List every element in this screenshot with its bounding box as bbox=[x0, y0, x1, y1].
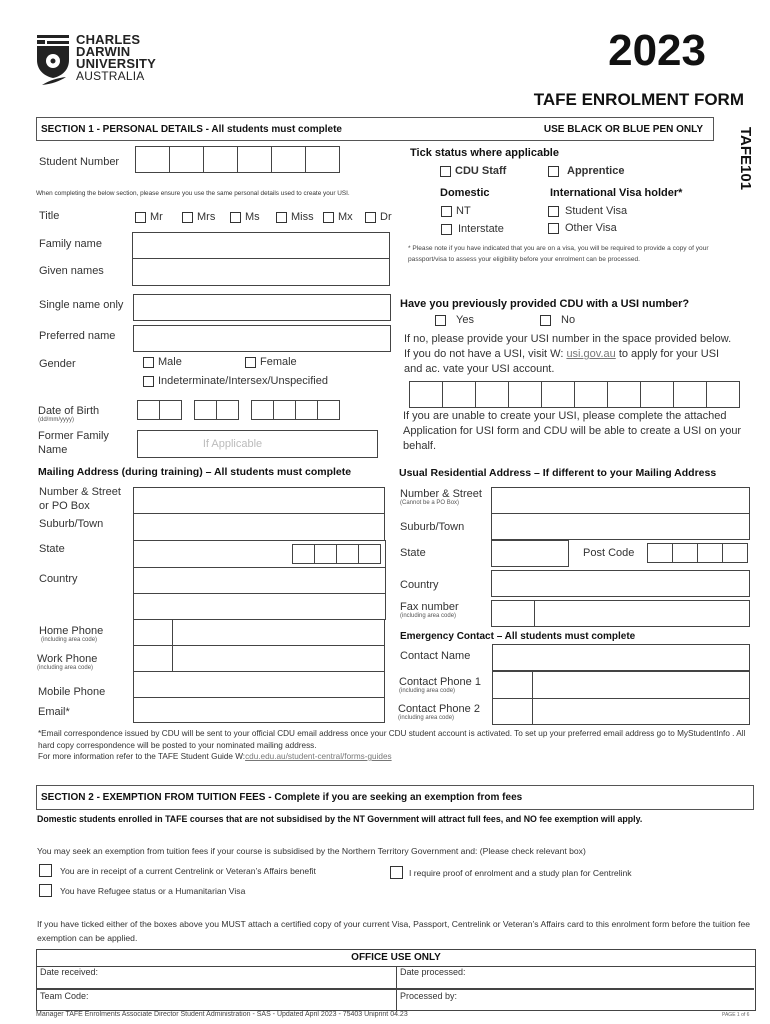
contact-phone-2-input[interactable] bbox=[532, 698, 750, 725]
checkbox[interactable] bbox=[39, 884, 52, 897]
former-family-name-input[interactable] bbox=[137, 430, 378, 458]
former-family-name-label: Former Family Name bbox=[38, 430, 109, 456]
intl-other-visa[interactable]: Other Visa bbox=[548, 222, 617, 234]
cdu-logo bbox=[36, 34, 196, 88]
contact-phone-1-area-input[interactable] bbox=[492, 671, 533, 699]
former-family-placeholder: If Applicable bbox=[202, 438, 263, 450]
checkbox[interactable] bbox=[548, 223, 559, 234]
attach-copy-note: If you have ticked either of the boxes above you MUST attach a certified copy of your current Visa, Passport, Centrelink or Veteran’s Affairs card to this enrolment form before the tuition fee exemption can be applied. bbox=[37, 919, 751, 943]
title-option-dr[interactable]: Dr bbox=[365, 211, 392, 223]
student-guide-link[interactable]: cdu.edu.au/student-central/forms-guides bbox=[245, 752, 392, 761]
title-label: Title bbox=[39, 210, 60, 222]
mailing-street-input[interactable] bbox=[133, 487, 385, 514]
checkbox[interactable] bbox=[230, 212, 241, 223]
checkbox[interactable] bbox=[135, 212, 146, 223]
mailing-country-input-2[interactable] bbox=[133, 593, 386, 620]
mailing-heading: Mailing Address (during training) – All students must complete bbox=[38, 466, 352, 478]
visa-note: * Please note if you have indicated that you are on a visa, you will be required to provide a copy of your passport/visa to assess your eligibility before your enrolment can be processed. bbox=[408, 245, 709, 263]
family-name-input[interactable] bbox=[132, 232, 390, 259]
personal-details-note: When completing the below section, please ensure you use the same personal details used to create your USI. bbox=[36, 190, 350, 197]
cdu-crest-icon bbox=[36, 34, 70, 86]
residential-street-label: Number & Street (Cannot be a PO Box) bbox=[400, 488, 482, 506]
family-name-label: Family name bbox=[39, 238, 102, 250]
fax-input[interactable] bbox=[534, 600, 750, 627]
residential-heading: Usual Residential Address – If different to your Mailing Address bbox=[399, 467, 717, 479]
section-2-title: SECTION 2 - EXEMPTION FROM TUITION FEES - Complete if you are seeking an exemption from fees bbox=[41, 792, 523, 803]
dob-day-field[interactable] bbox=[137, 400, 182, 420]
form-year: 2023 bbox=[608, 26, 706, 75]
form-title: TAFE ENROLMENT FORM bbox=[533, 90, 744, 109]
usi-gov-link[interactable]: usi.gov.au bbox=[566, 348, 616, 360]
status-cdu-staff[interactable]: CDU Staff bbox=[440, 165, 506, 177]
status-apprentice[interactable]: Apprentice bbox=[548, 165, 624, 177]
checkbox[interactable] bbox=[441, 206, 452, 217]
usi-instructions: If no, please provide your USI number in the space provided below. If you do not have a USI, visit W: usi.gov.au to apply for your USI and ac. vate your USI account. bbox=[404, 333, 732, 375]
usi-no[interactable]: No bbox=[540, 314, 575, 326]
email-correspondence-note: *Email correspondence issued by CDU will be sent to your official CDU email address once your CDU student account is activated. To set up your preferred email address go to MyStudentInfo . All hard copy correspondence will be posted to your nominated mailing address. For more information refer to the TAFE Student Guide W:cdu.edu.au/student-central/forms-guides bbox=[38, 729, 746, 761]
page-number: PAGE 1 of 6 bbox=[722, 1012, 750, 1018]
processed-by-field[interactable]: Processed by: bbox=[396, 989, 754, 1010]
mailing-country-input[interactable] bbox=[133, 567, 386, 594]
residential-country-input[interactable] bbox=[491, 570, 750, 597]
home-phone-input[interactable] bbox=[172, 619, 385, 646]
given-names-label: Given names bbox=[39, 265, 104, 277]
pen-note: USE BLACK OR BLUE PEN ONLY bbox=[543, 123, 703, 135]
contact-name-input[interactable] bbox=[492, 644, 750, 671]
fax-label: Fax number (including area code) bbox=[400, 601, 459, 619]
email-label: Email* bbox=[38, 706, 70, 718]
checkbox[interactable] bbox=[548, 206, 559, 217]
logo-line-3: UNIVERSITY bbox=[76, 56, 157, 71]
residential-country-label: Country bbox=[400, 579, 439, 591]
mobile-phone-input[interactable] bbox=[133, 671, 385, 698]
given-names-input[interactable] bbox=[132, 258, 390, 286]
contact-phone-1-label: Contact Phone 1 (including area code) bbox=[399, 676, 481, 694]
checkbox[interactable] bbox=[540, 315, 551, 326]
checkbox[interactable] bbox=[39, 864, 52, 877]
exemption-intro: You may seek an exemption from tuition fees if your course is subsidised by the Northern Territory Government and: (Please check relevant box) bbox=[37, 846, 586, 856]
logo-line-4: AUSTRALIA bbox=[76, 69, 145, 83]
logo-line-2: DARWIN bbox=[76, 44, 131, 59]
emergency-heading: Emergency Contact – All students must complete bbox=[400, 631, 636, 642]
status-heading: Tick status where applicable bbox=[410, 147, 559, 159]
checkbox[interactable] bbox=[143, 376, 154, 387]
checkbox[interactable] bbox=[390, 866, 403, 879]
single-name-input[interactable] bbox=[133, 294, 391, 321]
dob-format: (dd/mm/yyyy) bbox=[38, 417, 74, 423]
work-phone-label: Work Phone (including area code) bbox=[37, 653, 98, 671]
gender-option-indeterminate[interactable]: Indeterminate/Intersex/Unspecified bbox=[143, 375, 328, 387]
domestic-interstate[interactable]: Interstate bbox=[441, 223, 504, 235]
intl-student-visa[interactable]: Student Visa bbox=[548, 205, 627, 217]
work-phone-area-input[interactable] bbox=[133, 645, 173, 672]
residential-postcode-field[interactable] bbox=[647, 543, 748, 563]
section-1-header bbox=[36, 117, 714, 141]
contact-name-label: Contact Name bbox=[400, 650, 471, 662]
preferred-name-input[interactable] bbox=[133, 325, 391, 352]
preferred-name-label: Preferred name bbox=[39, 330, 116, 342]
mailing-postcode-field[interactable] bbox=[292, 544, 381, 564]
date-processed-field[interactable]: Date processed: bbox=[396, 966, 754, 989]
section-1-title: SECTION 1 - PERSONAL DETAILS - All students must complete bbox=[41, 123, 342, 135]
gender-option-female[interactable]: Female bbox=[245, 356, 297, 368]
mailing-state-input[interactable] bbox=[133, 540, 215, 568]
office-use-title: OFFICE USE ONLY bbox=[37, 950, 755, 967]
exemption-refugee[interactable]: You have Refugee status or a Humanitarian Visa bbox=[39, 884, 245, 897]
title-option-mrs[interactable]: Mrs bbox=[182, 211, 215, 223]
checkbox[interactable] bbox=[365, 212, 376, 223]
domestic-heading: Domestic bbox=[440, 187, 490, 199]
mobile-phone-label: Mobile Phone bbox=[38, 686, 106, 698]
fax-area-input[interactable] bbox=[491, 600, 535, 627]
contact-phone-2-area-input[interactable] bbox=[492, 698, 533, 725]
mailing-suburb-label: Suburb/Town bbox=[39, 518, 104, 530]
office-use-table bbox=[36, 949, 756, 1011]
mailing-suburb-input[interactable] bbox=[133, 513, 385, 541]
residential-street-input[interactable] bbox=[491, 487, 750, 514]
footer-text: Manager TAFE Enrolments Associate Director Student Administration - SAS - Updated April 2023 - 75403 Uniprint 04.23 bbox=[36, 1011, 408, 1018]
checkbox[interactable] bbox=[548, 166, 559, 177]
checkbox[interactable] bbox=[245, 357, 256, 368]
domestic-nt[interactable]: NT bbox=[441, 205, 471, 217]
single-name-label: Single name only bbox=[39, 299, 124, 311]
contact-phone-2-label: Contact Phone 2 (including area code) bbox=[398, 703, 480, 721]
form-code: TAFE101 bbox=[737, 126, 755, 191]
email-input[interactable] bbox=[133, 697, 385, 723]
residential-state-label: State bbox=[400, 547, 426, 559]
intl-visa-heading: International Visa holder* bbox=[550, 187, 683, 199]
contact-phone-1-input[interactable] bbox=[532, 671, 750, 699]
dob-year-field[interactable] bbox=[251, 400, 340, 420]
date-received-field[interactable]: Date received: bbox=[37, 966, 397, 989]
student-number-field[interactable] bbox=[135, 146, 340, 173]
gender-label: Gender bbox=[39, 358, 76, 370]
home-phone-area-input[interactable] bbox=[133, 619, 173, 646]
title-option-ms[interactable]: Ms bbox=[230, 211, 260, 223]
title-option-mx[interactable]: Mx bbox=[323, 211, 353, 223]
section-2-header bbox=[36, 785, 754, 810]
domestic-fees-note: Domestic students enrolled in TAFE courses that are not subsidised by the NT Government will attract full fees, and NO fee exemption will apply. bbox=[37, 814, 643, 824]
usi-unable-note: If you are unable to create your USI, please complete the attached Application for USI form and CDU will be able to create a USI on your behalf. bbox=[403, 410, 742, 452]
usi-question: Have you previously provided CDU with a USI number? bbox=[400, 298, 690, 310]
dob-label: Date of Birth (dd/mm/yyyy) bbox=[38, 405, 100, 423]
checkbox[interactable] bbox=[143, 357, 154, 368]
checkbox[interactable] bbox=[441, 224, 452, 235]
mailing-country-label: Country bbox=[39, 573, 78, 585]
residential-postcode-label: Post Code bbox=[583, 547, 635, 559]
title-option-miss[interactable]: Miss bbox=[276, 211, 314, 223]
team-code-field[interactable]: Team Code: bbox=[37, 989, 397, 1010]
exemption-centrelink[interactable]: You are in receipt of a current Centrelink or Veteran’s Affairs benefit bbox=[39, 864, 316, 877]
dob-month-field[interactable] bbox=[194, 400, 239, 420]
logo-line-1: CHARLES bbox=[76, 32, 141, 47]
mailing-state-label: State bbox=[39, 543, 65, 555]
gender-option-male[interactable]: Male bbox=[143, 356, 182, 368]
work-phone-input[interactable] bbox=[172, 645, 385, 672]
checkbox[interactable] bbox=[182, 212, 193, 223]
student-number-label: Student Number bbox=[39, 156, 120, 168]
checkbox[interactable] bbox=[435, 315, 446, 326]
exemption-proof-of-enrolment[interactable]: I require proof of enrolment and a study plan for Centrelink bbox=[390, 866, 632, 879]
title-option-mr[interactable]: Mr bbox=[135, 211, 163, 223]
home-phone-label: Home Phone (including area code) bbox=[39, 625, 104, 643]
usi-number-field[interactable] bbox=[409, 381, 740, 408]
residential-suburb-input[interactable] bbox=[491, 513, 750, 540]
usi-yes[interactable]: Yes bbox=[435, 314, 474, 326]
checkbox[interactable] bbox=[276, 212, 287, 223]
residential-suburb-label: Suburb/Town bbox=[400, 521, 465, 533]
mailing-street-label: Number & Street or PO Box bbox=[39, 486, 121, 512]
checkbox[interactable] bbox=[440, 166, 451, 177]
residential-state-input[interactable] bbox=[491, 540, 569, 567]
checkbox[interactable] bbox=[323, 212, 334, 223]
